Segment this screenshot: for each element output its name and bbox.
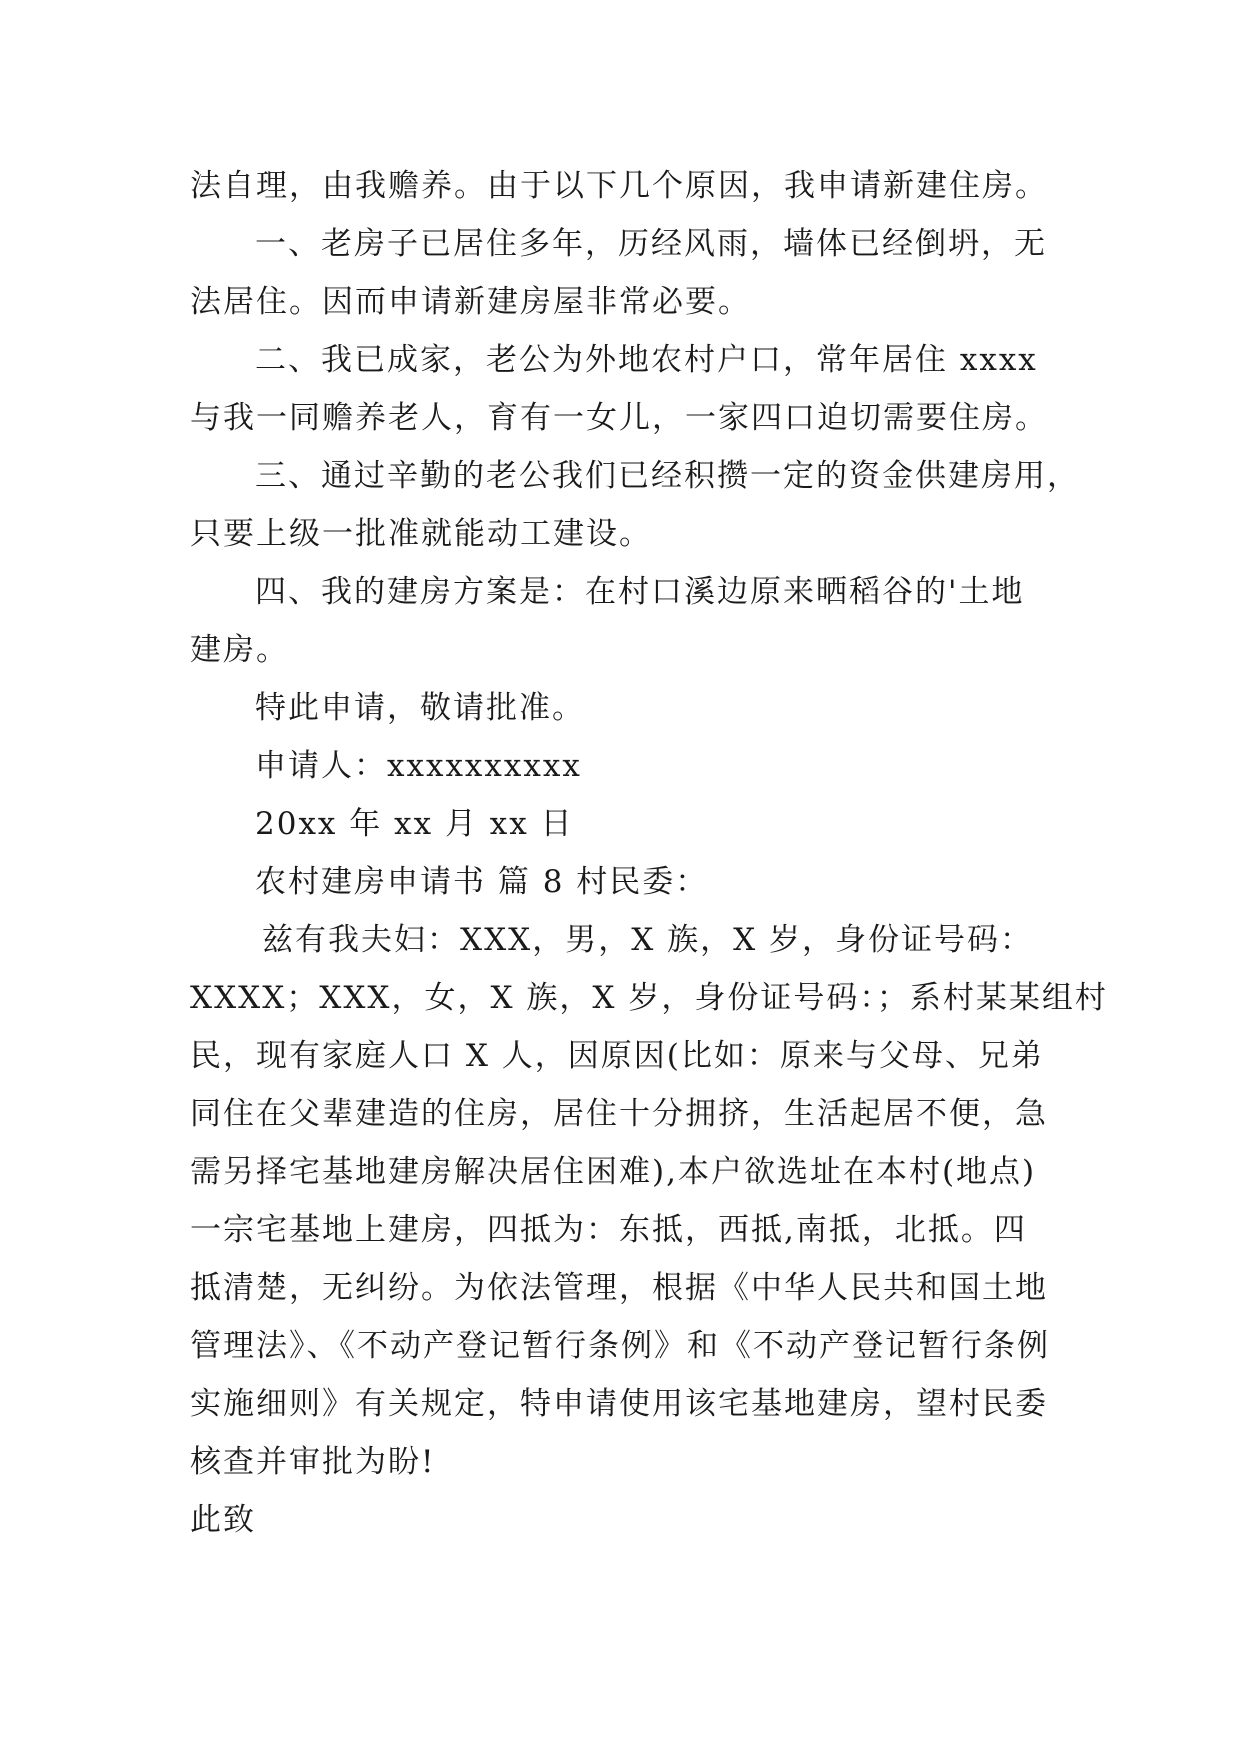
text-line: 与我一同赡养老人，育有一女儿，一家四口迫切需要住房。 [190,400,1048,436]
text-line: 法居住。因而申请新建房屋非常必要。 [190,284,751,320]
date-line: 20xx 年 xx 月 xx 日 [255,806,574,842]
text-line: 只要上级一批准就能动工建设。 [190,516,652,552]
text-line: 抵清楚，无纠纷。为依法管理，根据《中华人民共和国土地 [190,1270,1048,1306]
text-line: 一宗宅基地上建房，四抵为：东抵，西抵,南抵，北抵。四 [190,1212,1027,1248]
text-line: 同住在父辈建造的住房，居住十分拥挤，生活起居不便，急 [190,1096,1048,1132]
text-line: XXXX；XXX，女，X 族，X 岁，身份证号码：；系村某某组村 [190,980,1108,1016]
text-line: 三、通过辛勤的老公我们已经积攒一定的资金供建房用， [255,458,1080,494]
text-line: 实施细则》有关规定，特申请使用该宅基地建房，望村民委 [190,1386,1048,1422]
text-line: 管理法》、《不动产登记暂行条例》和《不动产登记暂行条例 [190,1328,1050,1364]
text-line: 核查并审批为盼! [190,1444,436,1480]
text-line: 建房。 [190,632,289,668]
text-line: 二、我已成家，老公为外地农村户口，常年居住 xxxx [255,342,1038,378]
text-line: 一、老房子已居住多年，历经风雨，墙体已经倒坍，无 [255,226,1047,262]
text-line: 法自理，由我赡养。由于以下几个原因，我申请新建住房。 [190,168,1048,204]
text-line: 四、我的建房方案是：在村口溪边原来晒稻谷的'土地 [255,574,1025,610]
text-line: 特此申请，敬请批准。 [255,690,585,726]
closing-line: 此致 [190,1502,256,1538]
text-line: 需另择宅基地建房解决居住困难),本户欲选址在本村(地点) [190,1154,1037,1190]
text-line: 兹有我夫妇：XXX，男，X 族，X 岁，身份证号码： [262,922,1034,958]
text-line: 民，现有家庭人口 X 人，因原因(比如：原来与父母、兄弟 [190,1038,1044,1074]
section-heading: 农村建房申请书 篇 8 村民委： [255,864,709,900]
applicant-line: 申请人：xxxxxxxxxx [255,748,582,784]
